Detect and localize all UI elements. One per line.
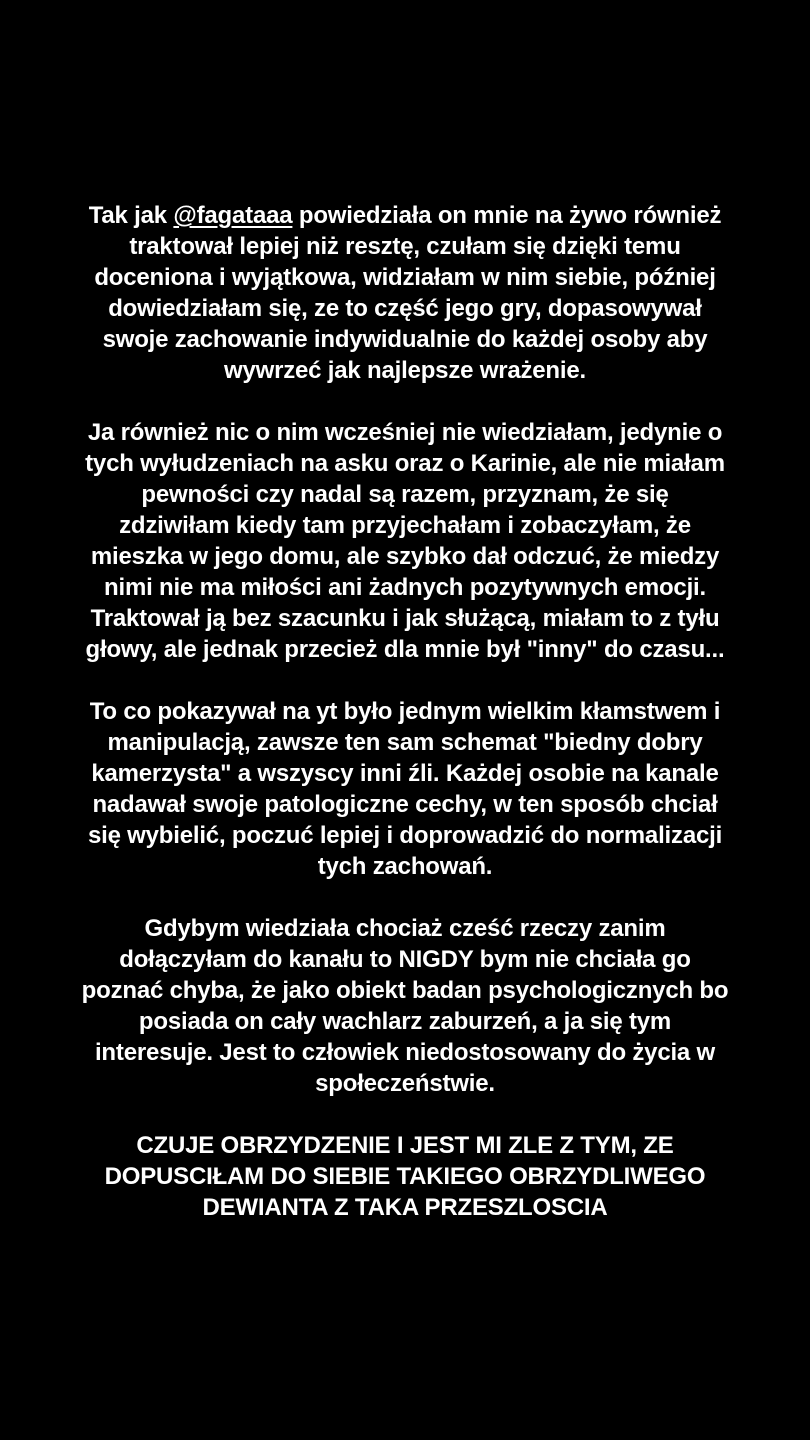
paragraph-1-line-4: dowiedziałam się, ze to część jego gry, dopasowywał: [108, 295, 702, 322]
paragraph-4-line-6: społeczeństwie.: [315, 1070, 495, 1097]
paragraph-4-line-5: interesuje. Jest to człowiek niedostosowany do życia w: [94, 1039, 716, 1066]
paragraph-4-line-1: Gdybym wiedziała chociaż cześć rzeczy zanim: [144, 915, 666, 942]
paragraph-3-line-2: manipulacją, zawsze ten sam schemat "biedny dobry: [107, 729, 703, 756]
paragraph-3-line-6: tych zachowań.: [317, 853, 493, 880]
paragraph-1-line-6: wywrzeć jak najlepsze wrażenie.: [224, 357, 586, 384]
line-rest: powiedziała on mnie na żywo również: [292, 202, 722, 229]
paragraph-1-line-1: [46, 200, 764, 231]
paragraph-5: [46, 1130, 764, 1223]
paragraph-2-line-7: Traktował ją bez szacunku i jak służącą, miałam to z tyłu: [90, 605, 720, 632]
paragraph-2: [46, 417, 764, 665]
paragraph-2-line-6: nimi nie ma miłości ani żadnych pozytywnych emocji.: [104, 574, 706, 601]
paragraph-2-line-8: głowy, ale jednak przecież dla mnie był "inny" do czasu...: [85, 636, 725, 663]
paragraph-3-line-3: kamerzysta" a wszyscy inni źli. Każdej osobie na kanale: [91, 760, 719, 787]
paragraph-1-line-2: traktował lepiej niż resztę, czułam się dzięki temu: [129, 233, 681, 260]
paragraph-1-line-3: doceniona i wyjątkowa, widziałam w nim siebie, później: [94, 264, 716, 291]
paragraph-3-line-1: To co pokazywał na yt było jednym wielkim kłamstwem i: [89, 698, 721, 725]
paragraph-3-line-4: nadawał swoje patologiczne cechy, w ten sposób chciał: [92, 791, 718, 818]
paragraph-2-line-4: zdziwiłam kiedy tam przyjechałam i zobaczyłam, że: [119, 512, 691, 539]
paragraph-4-line-3: poznać chyba, że jako obiekt badan psychologicznych bo: [81, 977, 729, 1004]
paragraph-2-line-1: Ja również nic o nim wcześniej nie wiedziałam, jedynie o: [87, 419, 723, 446]
line-prefix: Tak jak: [88, 202, 174, 229]
paragraph-5-line-3: DEWIANTA Z TAKA PRZESZLOSCIA: [202, 1194, 608, 1221]
paragraph-5-line-2: DOPUSCIŁAM DO SIEBIE TAKIEGO OBRZYDLIWEGO: [104, 1163, 706, 1190]
paragraph-2-line-3: pewności czy nadal są razem, przyznam, że się: [141, 481, 669, 508]
paragraph-1-line-5: swoje zachowanie indywidualnie do każdej osoby aby: [102, 326, 708, 353]
paragraph-3-line-5: się wybielić, poczuć lepiej i doprowadzić do normalizacji: [87, 822, 723, 849]
paragraph-5-line-1: CZUJE OBRZYDZENIE I JEST MI ZLE Z TYM, ZE: [136, 1132, 674, 1159]
paragraph-4-line-4: posiada on cały wachlarz zaburzeń, a ja się tym: [138, 1008, 672, 1035]
paragraph-4-line-2: dołączyłam do kanału to NIGDY bym nie chciała go: [119, 946, 691, 973]
paragraph-2-line-5: mieszka w jego domu, ale szybko dał odczuć, że miedzy: [90, 543, 720, 570]
paragraph-4: [46, 913, 764, 1099]
paragraph-2-line-2: tych wyłudzeniach na asku oraz o Karinie, ale nie miałam: [85, 450, 725, 477]
paragraph-3: [46, 696, 764, 882]
paragraph-1: [46, 200, 764, 386]
mention-link[interactable]: @fagataaa: [173, 202, 293, 229]
